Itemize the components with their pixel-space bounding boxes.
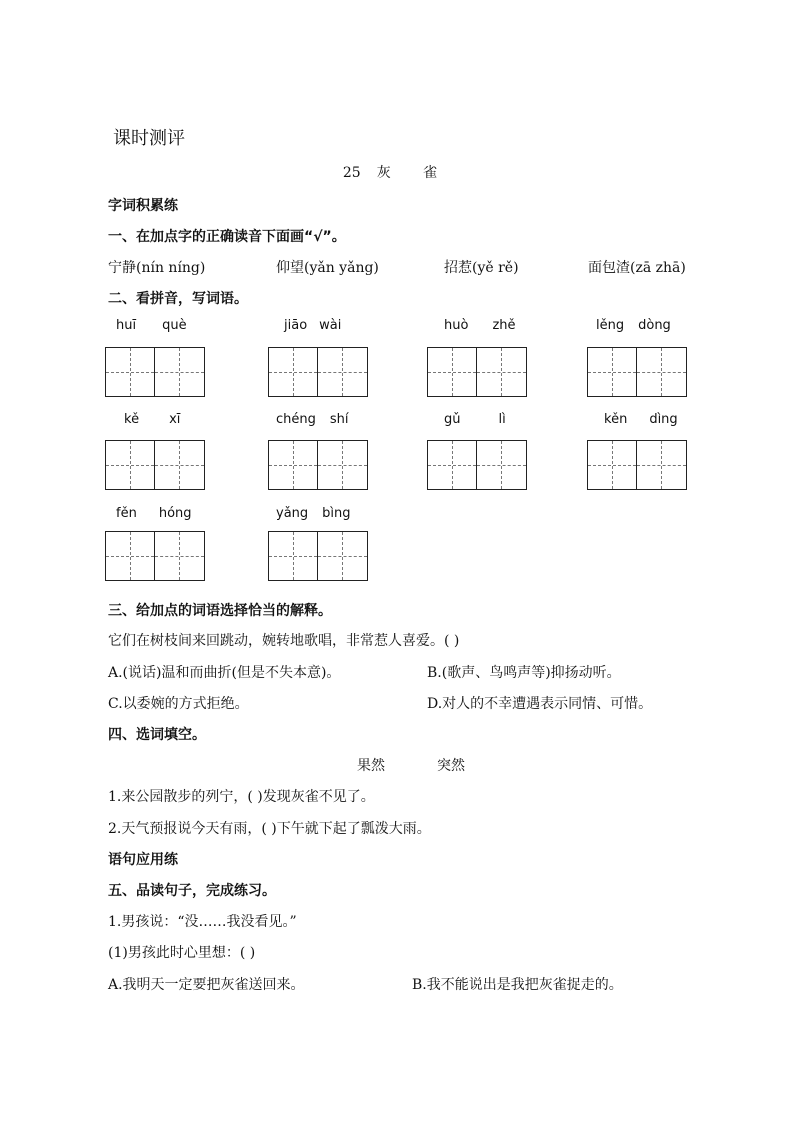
q1-item-4: 面包渣(zā zhā) <box>588 260 686 276</box>
writing-grid[interactable] <box>105 440 205 490</box>
writing-grid[interactable] <box>427 440 527 490</box>
lesson-number: 25 <box>342 165 361 181</box>
q3-sentence: 它们在树枝间来回跳动，婉转地歌唱，非常惹人喜爱。( ) <box>108 633 460 649</box>
lesson-title: 灰 雀 <box>376 165 452 181</box>
page-title: 课时测评 <box>113 128 185 149</box>
pinyin-label: huò zhě <box>444 318 516 333</box>
q5-option-b: B.我不能说出是我把灰雀捉走的。 <box>412 977 623 993</box>
q2-heading: 二、看拼音，写词语。 <box>108 291 248 307</box>
section-usage-heading: 语句应用练 <box>108 852 178 868</box>
writing-grid[interactable] <box>105 347 205 397</box>
pinyin-label: kě xī <box>124 412 181 427</box>
pinyin-label: kěn dìng <box>604 412 678 427</box>
writing-grid[interactable] <box>587 347 687 397</box>
lesson-heading <box>0 162 794 182</box>
pinyin-label: gǔ lì <box>444 412 506 427</box>
q1-item-1: 宁静(nín níng) <box>108 260 206 276</box>
pinyin-label: huī què <box>116 318 187 333</box>
pinyin-label: yǎng bìng <box>276 506 351 521</box>
q3-option-d: D.对人的不幸遭遇表示同情、可惜。 <box>427 696 653 712</box>
writing-grid[interactable] <box>268 531 368 581</box>
q3-option-b: B.(歌声、鸟鸣声等)抑扬动听。 <box>427 665 621 681</box>
q3-option-a: A.(说话)温和而曲折(但是不失本意)。 <box>108 665 341 681</box>
pinyin-label: jiāo wài <box>284 318 342 333</box>
q3-heading: 三、给加点的词语选择恰当的解释。 <box>108 603 332 619</box>
q5-heading: 五、品读句子，完成练习。 <box>108 883 276 899</box>
pinyin-label: lěng dòng <box>596 318 671 333</box>
writing-grid[interactable] <box>587 440 687 490</box>
section-vocab-heading: 字词积累练 <box>108 198 178 214</box>
q1-item-2: 仰望(yǎn yǎng) <box>276 260 379 276</box>
writing-grid[interactable] <box>268 347 368 397</box>
q4-choice-2: 突然 <box>437 758 465 774</box>
q5-option-a: A.我明天一定要把灰雀送回来。 <box>108 977 305 993</box>
q1-item-3: 招惹(yě rě) <box>444 260 519 276</box>
pinyin-label: chéng shí <box>276 412 349 427</box>
writing-grid[interactable] <box>268 440 368 490</box>
q5-sub-question: (1)男孩此时心里想：( ) <box>108 945 256 961</box>
q5-quote: 1.男孩说：“没……我没看见。” <box>108 914 297 930</box>
q1-heading: 一、在加点字的正确读音下面画“√”。 <box>108 229 346 245</box>
writing-grid[interactable] <box>427 347 527 397</box>
pinyin-label: fěn hóng <box>116 506 192 521</box>
q4-item-1: 1.来公园散步的列宁，( )发现灰雀不见了。 <box>108 789 375 805</box>
q3-option-c: C.以委婉的方式拒绝。 <box>108 696 249 712</box>
q4-choice-1: 果然 <box>357 758 385 774</box>
q4-heading: 四、选词填空。 <box>108 727 206 743</box>
writing-grid[interactable] <box>105 531 205 581</box>
q4-item-2: 2.天气预报说今天有雨，( )下午就下起了瓢泼大雨。 <box>108 821 431 837</box>
